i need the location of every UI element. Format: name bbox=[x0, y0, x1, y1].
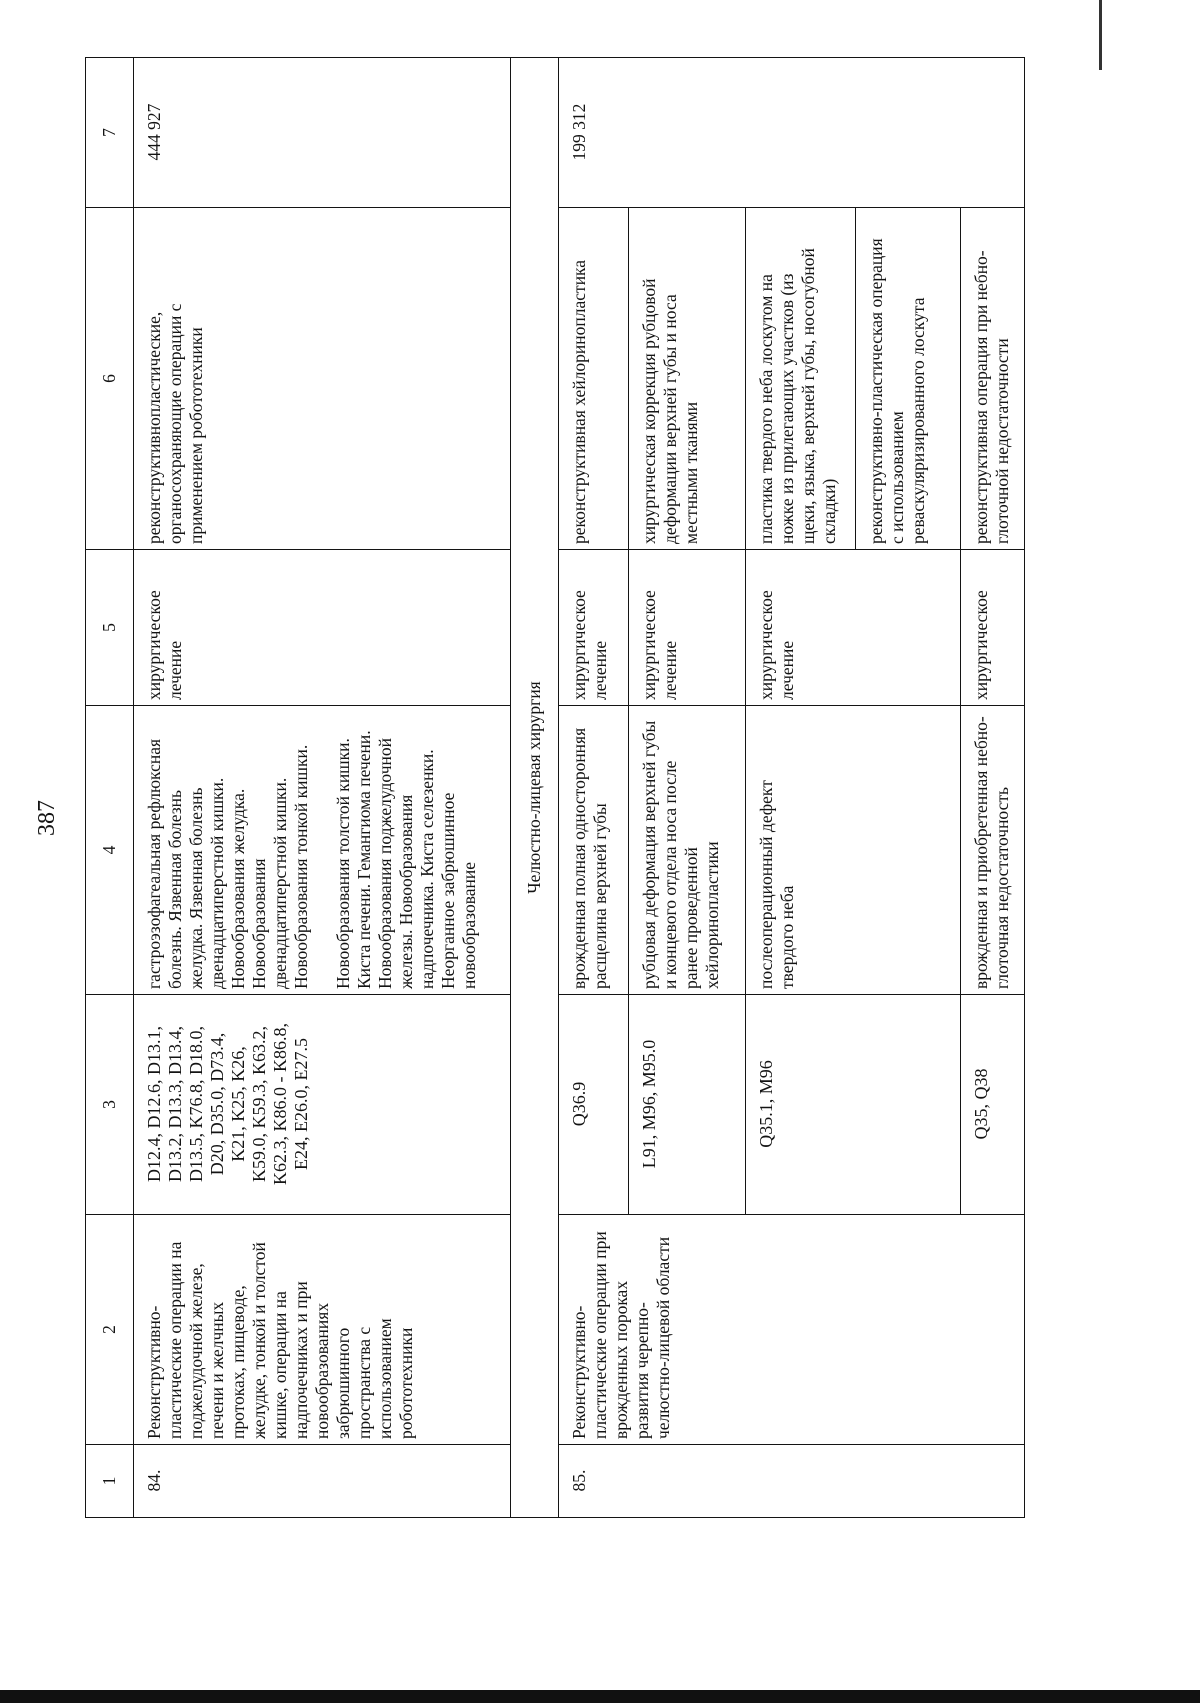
page-number: 387 bbox=[34, 800, 60, 836]
row-85-variant-2-codes: L91, M96, M95.0 bbox=[629, 995, 746, 1215]
row-85-variant-1-method: реконструктивная хейлоринопластика bbox=[559, 208, 629, 550]
row-85-variant-1-model: врожденная полная односторонняя расщелина верхней губы bbox=[559, 706, 629, 995]
header-col-5: 5 bbox=[86, 550, 134, 706]
row-84-service-name: Реконструктивно- пластические операции на поджелудочной железе, печени и желчных протоках, пищеводе, желудке, тонкой и толстой кишке, операции на надпочечниках и при новообразованиях забрюшинного пространства с использованием робототехники bbox=[134, 1215, 511, 1445]
row-85-variant-2-treatment-type: хирургическое лечение bbox=[629, 550, 746, 706]
row-84-treatment-type: хирургическое лечение bbox=[134, 550, 511, 706]
row-85-variant-1-treatment-type: хирургическое лечение bbox=[559, 550, 629, 706]
row-85-number: 85. bbox=[559, 1445, 1025, 1518]
row-85-variant-2-model: рубцовая деформация верхней губы и концевого отдела носа после ранее проведенной хейлоринопластики bbox=[629, 706, 746, 995]
row-84-treatment-method: реконструктивнопластические, органосохраняющие операции с применением робототехники bbox=[134, 208, 511, 550]
row-85-variant-3-codes: Q35.1, M96 bbox=[746, 995, 961, 1215]
header-col-3: 3 bbox=[86, 995, 134, 1215]
table-row-85 bbox=[559, 58, 629, 1518]
row-85-variant-3-method-1: пластика твердого неба лоскутом на ножке из прилегающих участков (из щеки, языка, верхней губы, носогубной складки) bbox=[746, 208, 856, 550]
table-row-84 bbox=[134, 58, 511, 1518]
header-col-4: 4 bbox=[86, 706, 134, 995]
medical-services-table bbox=[85, 57, 1025, 1518]
row-84-number: 84. bbox=[134, 1445, 511, 1518]
row-85-variant-4-model: врожденная и приобретенная небно- глоточная недостаточность bbox=[961, 706, 1025, 995]
row-84-patient-model: гастроэзофагеальная рефлюксная болезнь. Язвенная болезнь желудка. Язвенная болезнь двенадцатиперстной кишки. Новообразования желудка. Новообразования двенадцатиперстной кишки. Новообразования тонкой кишки. Новообразования толстой кишки. Киста печени. Гемангиома печени. Новообразования поджелудочной железы. Новообразования надпочечника. Киста селезенки. Неорганное забрюшинное новообразование bbox=[134, 706, 511, 995]
row-84-diagnosis-codes: D12.4, D12.6, D13.1, D13.2, D13.3, D13.4, D13.5, K76.8, D18.0, D20, D35.0, D73.4, K21, K25, K26, K59.0, K59.3, K63.2, K62.3, K86.0 - K86.8, E24, E26.0, E27.5 bbox=[134, 995, 511, 1215]
header-col-7: 7 bbox=[86, 58, 134, 208]
row-85-service-name: Реконструктивно- пластические операции при врожденных пороках развития черепно- челюстно-лицевой области bbox=[559, 1215, 1025, 1445]
scan-edge-band bbox=[0, 1690, 1200, 1703]
header-col-6: 6 bbox=[86, 208, 134, 550]
row-85-variant-3-treatment-type: хирургическое лечение bbox=[746, 550, 961, 706]
header-col-1: 1 bbox=[86, 1445, 134, 1518]
row-85-variant-1-codes: Q36.9 bbox=[559, 995, 629, 1215]
row-85-variant-3-method-2: реконструктивно-пластическая операция с использованием реваскуляризированного лоскута bbox=[856, 208, 961, 550]
row-84-cost: 444 927 bbox=[134, 58, 511, 208]
section-title: Челюстно-лицевая хирургия bbox=[511, 58, 559, 1518]
row-85-variant-4-method: реконструктивная операция при небно- глоточной недостаточности bbox=[961, 208, 1025, 550]
row-85-variant-3-model: послеоперационный дефект твердого неба bbox=[746, 706, 961, 995]
row-85-variant-4-codes: Q35, Q38 bbox=[961, 995, 1025, 1215]
row-85-variant-4-treatment-type: хирургическое bbox=[961, 550, 1025, 706]
row-85-variant-2-method: хирургическая коррекция рубцовой деформации верхней губы и носа местными тканями bbox=[629, 208, 746, 550]
header-col-2: 2 bbox=[86, 1215, 134, 1445]
row-85-cost: 199 312 bbox=[559, 58, 1025, 208]
header-row bbox=[86, 58, 134, 1518]
section-row bbox=[511, 58, 559, 1518]
